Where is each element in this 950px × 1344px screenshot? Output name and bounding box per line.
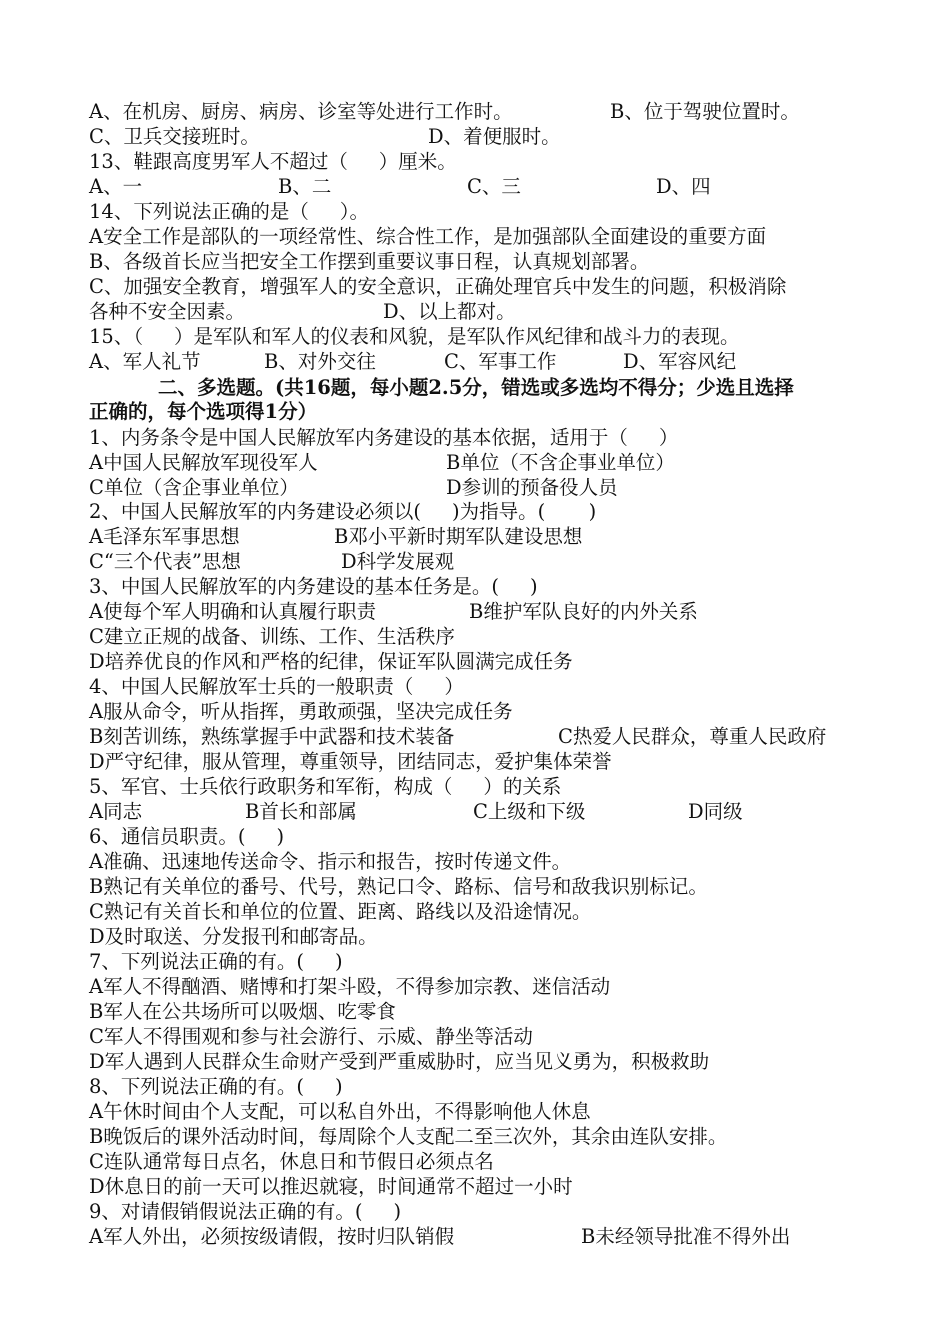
- option-c: C、三: [467, 175, 521, 198]
- option-d: D、以上都对。: [383, 300, 516, 323]
- option-b: B、二: [278, 175, 332, 198]
- option-d: D休息日的前一天可以推迟就寝，时间通常不超过一小时: [89, 1175, 573, 1198]
- option-c: C、军事工作: [444, 350, 557, 373]
- question-text: 8、下列说法正确的有。( ): [89, 1075, 343, 1098]
- option-d: D同级: [688, 800, 743, 823]
- question-text: 1、内务条令是中国人民解放军内务建设的基本依据，适用于（ ）: [89, 426, 679, 449]
- option-b: B晚饭后的课外活动时间，每周除个人支配二至三次外，其余由连队安排。: [89, 1125, 728, 1148]
- option-c: C“三个代表”思想: [89, 550, 241, 573]
- option-a: A军人不得酗酒、赌博和打架斗殴，不得参加宗教、迷信活动: [89, 975, 611, 998]
- option-d: D参训的预备役人员: [446, 476, 618, 499]
- option-b: B单位（不含企事业单位）: [446, 451, 675, 474]
- option-d: D严守纪律，服从管理，尊重领导，团结同志，爱护集体荣誉: [89, 750, 612, 773]
- option-c: C、加强安全教育，增强军人的安全意识，正确处理官兵中发生的问题，积极消除: [89, 275, 787, 298]
- question-text: 15、（ ）是军队和军人的仪表和风貌，是军队作风纪律和战斗力的表现。: [89, 325, 740, 348]
- option-c: C建立正规的战备、训练、工作、生活秩序: [89, 625, 455, 648]
- option-b: B、各级首长应当把安全工作摆到重要议事日程，认真规划部署。: [89, 250, 650, 273]
- section-heading-line2: 正确的，每个选项得1分）: [89, 400, 318, 423]
- option-d: D及时取送、分发报刊和邮寄品。: [89, 925, 378, 948]
- question-text: 6、通信员职责。( ): [89, 825, 285, 848]
- option-c: C连队通常每日点名，休息日和节假日必须点名: [89, 1150, 494, 1173]
- option-b: B军人在公共场所可以吸烟、吃零食: [89, 1000, 396, 1023]
- option-c: C单位（含企事业单位）: [89, 476, 299, 499]
- option-d: D、着便服时。: [428, 125, 561, 148]
- option-a: A中国人民解放军现役军人: [89, 451, 318, 474]
- option-a: A午休时间由个人支配，可以私自外出，不得影响他人休息: [89, 1100, 591, 1123]
- option-d: D军人遇到人民群众生命财产受到严重威胁时，应当见义勇为，积极救助: [89, 1050, 710, 1073]
- question-text: 14、下列说法正确的是（ ）。: [89, 200, 370, 223]
- option-a: A、一: [89, 175, 143, 198]
- option-b: B、对外交往: [264, 350, 376, 373]
- question-text: 13、鞋跟高度男军人不超过（ ）厘米。: [89, 150, 457, 173]
- question-text: 2、中国人民解放军的内务建设必须以( )为指导。( ): [89, 500, 597, 523]
- option-c: C上级和下级: [473, 800, 586, 823]
- question-text: 4、中国人民解放军士兵的一般职责（ ）: [89, 675, 464, 698]
- option-b: B熟记有关单位的番号、代号，熟记口令、路标、信号和敌我识别标记。: [89, 875, 708, 898]
- option-d: D科学发展观: [341, 550, 455, 573]
- option-line: [89, 1225, 910, 1321]
- option-c: C军人不得围观和参与社会游行、示威、静坐等活动: [89, 1025, 533, 1048]
- option-b: B首长和部属: [245, 800, 357, 823]
- option-a: A同志: [89, 800, 143, 823]
- option-b: B维护军队良好的内外关系: [469, 600, 698, 623]
- option-c: C、卫兵交接班时。: [89, 125, 260, 148]
- option-a: A毛泽东军事思想: [89, 525, 240, 548]
- question-text: 7、下列说法正确的有。( ): [89, 950, 343, 973]
- option-d: D、四: [656, 175, 711, 198]
- option-a: A安全工作是部队的一项经常性、综合性工作，是加强部队全面建设的重要方面: [89, 225, 767, 248]
- option-c: C熟记有关首长和单位的位置、距离、路线以及沿途情况。: [89, 900, 592, 923]
- option-a: A、军人礼节: [89, 350, 201, 373]
- option-d: D、军容风纪: [623, 350, 737, 373]
- option-c: C热爱人民群众，尊重人民政府: [558, 725, 827, 748]
- option-a: A使每个军人明确和认真履行职责: [89, 600, 377, 623]
- option-a: A准确、迅速地传送命令、指示和报告，按时传递文件。: [89, 850, 572, 873]
- option-b: B邓小平新时期军队建设思想: [334, 525, 583, 548]
- option-d: D培养优良的作风和严格的纪律，保证军队圆满完成任务: [89, 650, 573, 673]
- question-text: 5、军官、士兵依行政职务和军衔，构成（ ）的关系: [89, 775, 562, 798]
- option-b: B未经领导批准不得外出: [581, 1225, 791, 1248]
- question-text: 9、对请假销假说法正确的有。( ): [89, 1200, 402, 1223]
- option-b: B、位于驾驶位置时。: [610, 100, 800, 123]
- option-a: A军人外出，必须按级请假，按时归队销假: [89, 1225, 455, 1248]
- question-text: 3、中国人民解放军的内务建设的基本任务是。( ): [89, 575, 538, 598]
- option-b: B刻苦训练，熟练掌握手中武器和技术装备: [89, 725, 455, 748]
- option-a: A、在机房、厨房、病房、诊室等处进行工作时。: [89, 100, 513, 123]
- section-heading-line1: 二、多选题。(共16题，每小题2.5分，错选或多选均不得分；少选且选择: [158, 376, 794, 399]
- option-c-continued: 各种不安全因素。: [89, 300, 246, 323]
- option-a: A服从命令，听从指挥，勇敢顽强，坚决完成任务: [89, 700, 513, 723]
